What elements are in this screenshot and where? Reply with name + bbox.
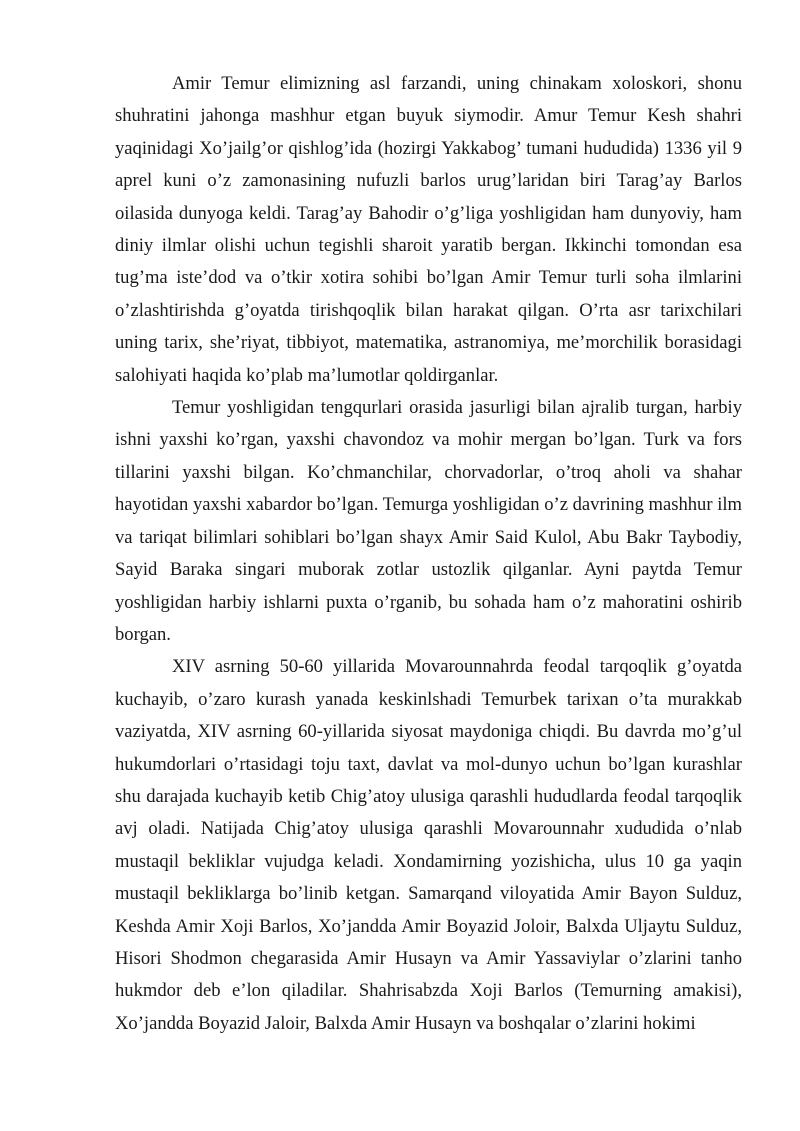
paragraph-3: XIV asrning 50-60 yillarida Movarounnahrda feodal tarqoqlik g’oyatda kuchayib, o’zaro kurash yanada keskinlshadi Temurbek tarixan o’ta murakkab vaziyatda, XIV asrning 60-yillarida siyosat maydoniga chiqdi. Bu davrda mo’g’ul hukumdorlari o’rtasidagi toju taxt, davlat va mol-dunyo uchun bo’lgan kurashlar shu darajada kuchayib ketib Chig’atoy ulusiga qarashli hududlarda feodal tarqoqlik avj oladi. Natijada Chig’atoy ulusiga qarashli Movarounnahr xududida o’nlab mustaqil bekliklar vujudga keladi. Xondamirning yozishicha, ulus 10 ga yaqin mustaqil bekliklarga bo’linib ketgan. Samarqand viloyatida Amir Bayon Sulduz, Keshda Amir Xoji Barlos, Xo’jandda Amir Boyazid Joloir, Balxda Uljaytu Sulduz, Hisori Shodmon chegarasida Amir Husayn va Amir Yassaviylar o’zlarini tanho hukmdor deb e’lon qiladilar. Shahrisabzda Xoji Barlos (Temurning amakisi), Xo’jandda Boyazid Jaloir, Balxda Amir Husayn va boshqalar o’zlarini hokimi [115, 656, 742, 1034]
paragraph-2: Temur yoshligidan tengqurlari orasida jasurligi bilan ajralib turgan, harbiy ishni yaxshi ko’rgan, yaxshi chavondoz va mohir mergan bo’lgan. Turk va fors tillarini yaxshi bilgan. Ko’chmanchilar, chorvadorlar, o’troq aholi va shahar hayotidan yaxshi xabardor bo’lgan. Temurga yoshligidan o’z davrining mashhur ilm va tariqat bilimlari sohiblari bo’lgan shayx Amir Said Kulol, Abu Bakr Taybodiy, Sayid Baraka singari muborak zotlar ustozlik qilganlar. Ayni paytda Temur yoshligidan harbiy ishlarni puxta o’rganib, bu sohada ham o’z mahoratini oshirib borgan. [115, 397, 742, 645]
paragraph-1: Amir Temur elimizning asl farzandi, uning chinakam xoloskori, shonu shuhratini jahonga mashhur etgan buyuk siymodir. Amur Temur Kesh shahri yaqinidagi Xo’jailg’or qishlog’ida (hozirgi Yakkabog’ tumani hududida) 1336 yil 9 aprel kuni o’z zamonasining nufuzli barlos urug’laridan biri Tarag’ay Barlos oilasida dunyoga keldi. Tarag’ay Bahodir o’g’liga yoshligidan ham dunyoviy, ham diniy ilmlar olishi uchun tegishli sharoit yaratib bergan. Ikkinchi tomondan esa tug’ma iste’dod va o’tkir xotira sohibi bo’lgan Amir Temur turli soha ilmlarini o’zlashtirishda g’oyatda tirishqoqlik bilan harakat qilgan. O’rta asr tarixchilari uning tarix, she’riyat, tibbiyot, matematika, astranomiya, me’morchilik borasidagi salohiyati haqida ko’plab ma’lumotlar qoldirganlar. [115, 73, 742, 386]
document-page [115, 68, 742, 1040]
